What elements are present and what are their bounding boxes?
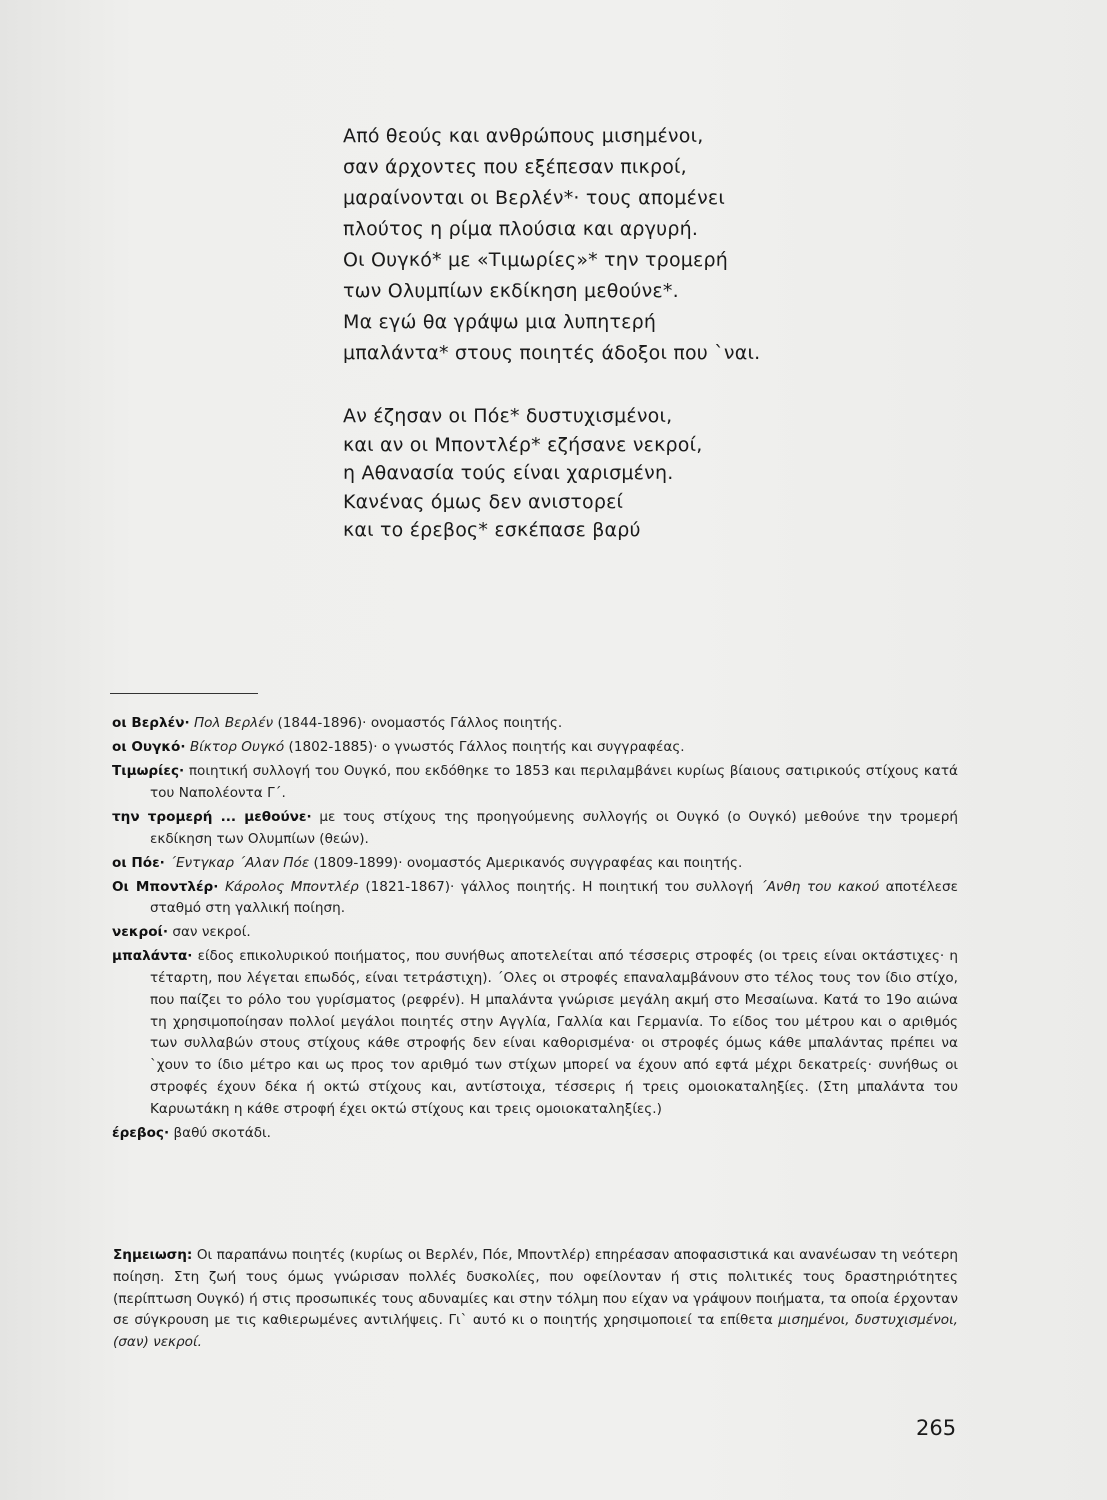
poem-line: Οι Ουγκό* με «Τιμωρίες»* την τρομερή: [343, 249, 729, 271]
remark-italic: μισημένοι, δυστυχισμένοι, (σαν) νεκροί.: [113, 1312, 958, 1351]
footnote-term: έρεβος·: [112, 1124, 170, 1141]
footnote-italic: ΄Ανθη του κακού: [759, 878, 880, 895]
poem-line: σαν άρχοντες που εξέπεσαν πικροί,: [343, 156, 687, 178]
footnote-term: Οι Μποντλέρ·: [112, 878, 219, 895]
footnote-italic: Πολ Βερλέν: [193, 715, 274, 731]
poem-line: των Ολυμπίων εκδίκηση μεθούνε*.: [343, 280, 679, 302]
footnote-item: [112, 713, 958, 735]
poem-line: Κανένας όμως δεν ανιστορεί: [343, 490, 624, 513]
footnote-term: νεκροί·: [112, 924, 169, 941]
poem-line: πλούτος η ρίμα πλούσια και αργυρή.: [343, 218, 699, 240]
footnote-item: [112, 807, 958, 851]
footnote-item: [112, 853, 958, 875]
footnote-text: σαν νεκροί.: [172, 924, 251, 941]
poem-line: μαραίνονται οι Βερλέν*· τους απομένει: [343, 187, 725, 209]
footnotes: [112, 713, 958, 1147]
remark-text: Οι παραπάνω ποιητές (κυρίως οι Βερλέν, Πόε, Μποντλέρ) επηρέασαν αποφασιστικά και ανανέωσαν τη νεότερη ποίηση. Στη ζωή τους όμως γνώρισαν πολλές δυσκολίες, που οφείλονταν ή στις πολιτικές τους δραστηριότητες (περίπτωση Ουγκό) ή στις προσωπικές τους αδυναμίες και στην τόλμη που είχαν να γράψουν ποιήματα, τα οποία έρχονταν σε σύγκρουση με τις καθιερωμένες αντιλήψεις. Γι` αυτό κι ο ποιητής χρησιμοποιεί τα επίθετα: [113, 1247, 958, 1329]
footnote-text: (1844-1896)· ονομαστός Γάλλος ποιητής.: [277, 715, 563, 731]
footnote-text: αποτέλεσε σταθμό στη γαλλική ποίηση.: [150, 878, 958, 917]
poem-line: και το έρεβος* εσκέπασε βαρύ: [343, 519, 641, 541]
poem-stanza-2: [343, 402, 702, 545]
footnote-term: οι Βερλέν·: [112, 715, 190, 731]
footnote-item: [112, 877, 958, 921]
poem-line: και αν οι Μποντλέρ* εζήσανε νεκροί,: [343, 433, 703, 456]
footnote-italic: ΄Εντγκαρ ΄Αλαν Πόε: [169, 854, 310, 871]
footnote-term: οι Ουγκό·: [112, 738, 186, 755]
footnote-text: ποιητική συλλογή του Ουγκό, που εκδόθηκε το 1853 και περιλαμβάνει κυρίως βίαιους σατιρικούς στίχους κατά του Ναπολέοντα Γ΄.: [150, 762, 958, 801]
footnote-text: (1821-1867)· γάλλος ποιητής. Η ποιητική του συλλογή: [365, 878, 754, 895]
footnote-term: οι Πόε·: [112, 854, 165, 871]
remark-label: Σημειωση:: [113, 1247, 193, 1263]
footnote-term: την τρομερή ... μεθούνε·: [112, 808, 312, 825]
footnote-text: με τους στίχους της προηγούμενης συλλογής οι Ουγκό (ο Ουγκό) μεθούνε την τρομερή εκδίκηση των Ολυμπίων (θεών).: [150, 808, 958, 847]
poem-line: Αν έζησαν οι Πόε* δυστυχισμένοι,: [343, 405, 673, 427]
poem-line: Από θεούς και ανθρώπους μισημένοι,: [343, 125, 704, 147]
poem-line: η Αθανασία τούς είναι χαρισμένη.: [343, 462, 674, 484]
footnote-item: [112, 946, 958, 1120]
footnote-divider: [110, 693, 258, 694]
footnote-text: (1809-1899)· ονομαστός Αμερικανός συγγραφέας και ποιητής.: [313, 854, 743, 871]
poem-line: μπαλάντα* στους ποιητές άδοξοι που `ναι.: [343, 342, 761, 364]
footnote-term: Τιμωρίες·: [112, 762, 185, 779]
poem-stanza-1: [343, 121, 760, 369]
footnote-text: (1802-1885)· ο γνωστός Γάλλος ποιητής και συγγραφέας.: [288, 738, 685, 755]
author-remark: [113, 1245, 958, 1354]
page-number: 265: [916, 1416, 957, 1440]
footnote-item: [112, 922, 958, 944]
footnote-item: [112, 761, 958, 805]
poem-line: Μα εγώ θα γράψω μια λυπητερή: [343, 311, 657, 333]
footnote-text: είδος επικολυρικού ποιήματος, που συνήθως αποτελείται από τέσσερις στροφές (οι τρεις είναι οκτάστιχες· η τέταρτη, που λέγεται επωδός, είναι τετράστιχη). ΄Ολες οι στροφές επαναλαμβάνουν στο τέλος τους τον ίδιο στίχο, που παίζει το ρόλο του γυρίσματος (ρεφρέν). Η μπαλάντα γνώρισε μεγάλη ακμή στο Μεσαίωνα. Κατά το 19ο αιώνα τη χρησιμοποίησαν πολλοί μεγάλοι ποιητές στην Αγγλία, Γαλλία και Γερμανία. Το είδος του μέτρου και ο αριθμός των συλλαβών στους στίχους κάθε στροφής δεν είναι καθορισμένα· οι στροφές όμως κάθε μπαλάντας πρέπει να `χουν το ίδιο μέτρο και ως προς τον αριθμό των στίχων μπορεί να έχουν από εφτά μέχρι δεκατρείς· συνήθως οι στροφές έχουν δέκα ή οκτώ στίχους και, αντίστοιχα, τέσσερις ή τρεις ομοιοκαταληξίες. (Στη μπαλάντα του Καρυωτάκη η κάθε στροφή έχει οκτώ στίχους και τρεις ομοιοκαταληξίες.): [150, 948, 958, 1117]
footnote-term: μπαλάντα·: [112, 948, 193, 965]
footnote-item: [112, 737, 958, 759]
footnote-italic: Κάρολος Μποντλέρ: [225, 878, 359, 895]
footnote-italic: Βίκτορ Ουγκό: [189, 738, 285, 755]
footnote-item: [112, 1123, 958, 1145]
footnote-text: βαθύ σκοτάδι.: [173, 1124, 271, 1141]
